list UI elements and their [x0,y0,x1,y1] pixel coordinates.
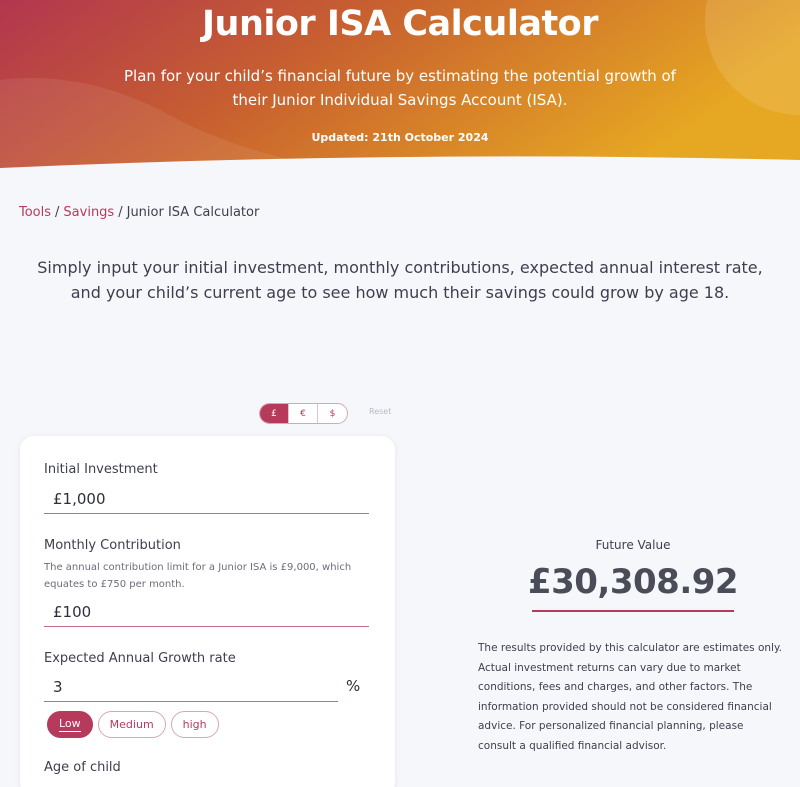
growth-preset-high[interactable]: high [171,711,219,738]
reset-button[interactable]: Reset [369,407,392,416]
growth-preset-low[interactable] [47,711,93,738]
breadcrumb-savings[interactable]: Savings [63,205,115,220]
breadcrumb-current: Junior ISA Calculator [126,205,260,220]
intro-text: Simply input your initial investment, monthly contributions, expected annual interest rate, and your child’s current age to see how much their savings could grow by age 18. [37,258,763,302]
monthly-contribution-hint: The annual contribution limit for a Junior ISA is £9,000, which equates to £750 per month. [44,562,352,590]
growth-preset-group [47,711,219,738]
initial-investment-input[interactable] [44,484,369,514]
breadcrumb [19,205,259,220]
monthly-contribution-input[interactable] [44,597,369,627]
growth-rate-label: Expected Annual Growth rate [44,651,236,666]
page-title: Junior ISA Calculator [202,4,598,44]
hero-banner [0,0,800,175]
currency-toggle [259,403,348,424]
future-value-label: Future Value [595,538,671,552]
calculator-input-card [20,436,395,787]
breadcrumb-tools[interactable]: Tools [19,205,52,220]
age-of-child-label: Age of child [44,760,121,775]
disclaimer-text: The results provided by this calculator are estimates only. Actual investment returns can vary due to market conditions, fees and charges, and other factors. The information provided should not be considered financial advice. For personalized financial planning, please consult a qualified financial advisor. [478,642,783,752]
currency-usd-button[interactable]: $ [329,408,336,419]
growth-rate-input[interactable] [44,672,338,702]
currency-gbp-button[interactable]: £ [260,404,289,423]
percent-unit: % [346,677,361,695]
growth-preset-medium[interactable]: Medium [98,711,166,738]
growth-preset-low-label: Low [59,717,81,730]
future-value-amount: £30,308.92 [527,562,739,602]
initial-investment-label: Initial Investment [44,462,158,477]
breadcrumb-separator: / [55,205,60,220]
currency-eur-button[interactable]: € [289,404,318,423]
breadcrumb-separator: / [118,205,123,220]
page-subtitle: Plan for your child’s financial future by estimating the potential growth of their Junior Individual Savings Account (ISA). [124,67,676,109]
future-value-underline [532,610,734,612]
monthly-contribution-label: Monthly Contribution [44,538,181,553]
updated-date: Updated: 21th October 2024 [311,131,489,144]
